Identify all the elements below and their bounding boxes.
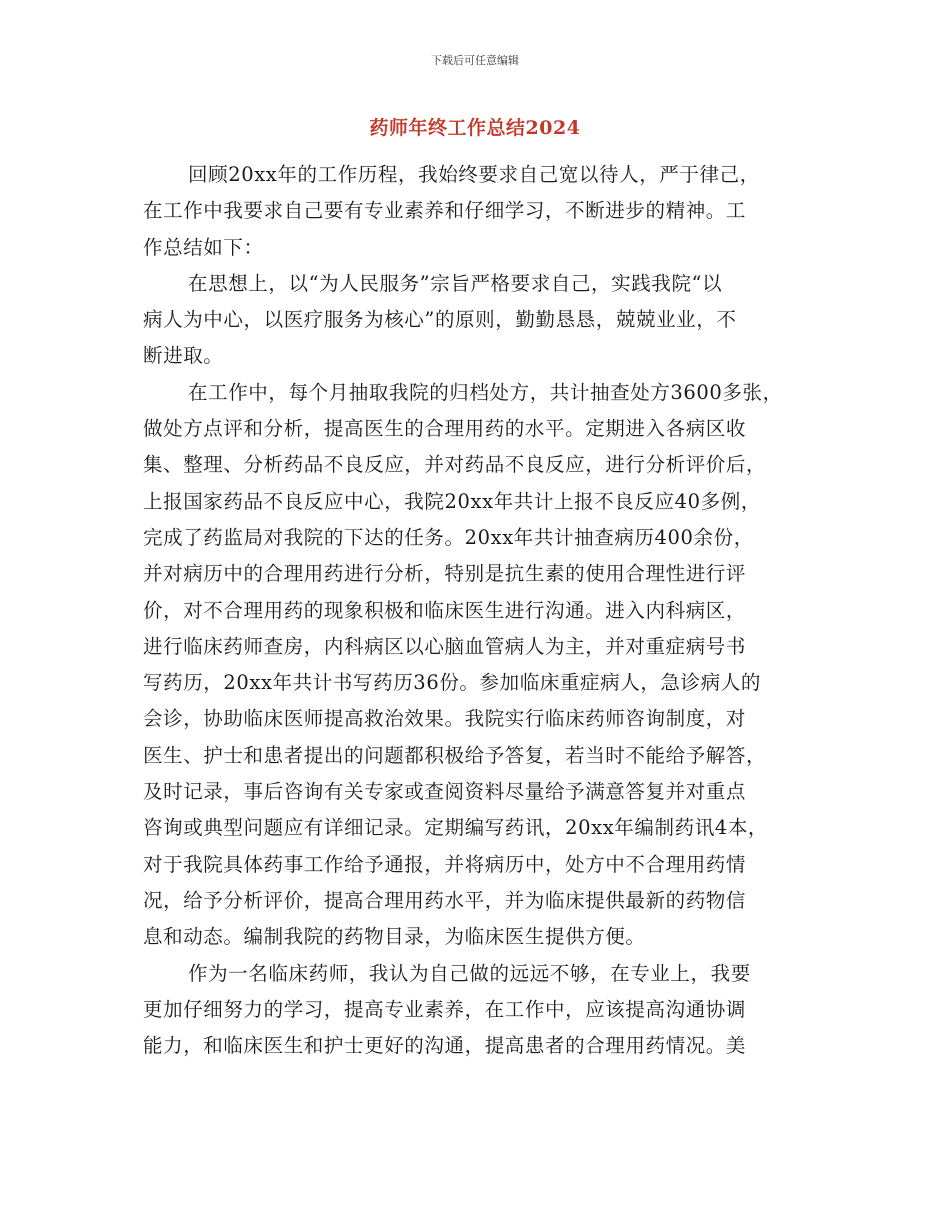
paragraph-line: 做处方点评和分析，提高医生的合理用药的水平。定期进入各病区收 [143, 417, 747, 441]
paragraph-line: 在工作中我要求自己要有专业素养和仔细学习，不断进步的精神。工 [143, 199, 747, 223]
paragraph-line: 作为一名临床药师，我认为自己做的远远不够，在专业上，我要 [188, 961, 751, 985]
paragraph-4 [143, 956, 811, 1065]
paragraph-line: 及时记录，事后咨询有关专家或查阅资料尽量给予满意答复并对重点 [143, 780, 747, 804]
paragraph-line: 况，给予分析评价，提高合理用药水平，并为临床提供最新的药物信 [143, 888, 747, 912]
paragraph-line: 病人为中心，以医疗服务为核心”的原则，勤勤恳恳，兢兢业业，不 [143, 308, 737, 332]
paragraph-line: 更加仔细努力的学习，提高专业素养，在工作中，应该提高沟通协调 [143, 997, 747, 1021]
paragraph-line: 写药历，20xx年共计书写药历36份。参加临床重症病人，急诊病人的 [143, 671, 761, 695]
paragraph-line: 断进取。 [143, 344, 224, 368]
header-note: 下载后可任意编辑 [431, 54, 519, 67]
paragraph-3 [143, 375, 811, 956]
paragraph-1 [143, 157, 811, 266]
paragraph-line: 价，对不合理用药的现象积极和临床医生进行沟通。进入内科病区， [143, 598, 747, 622]
paragraph-line: 在工作中，每个月抽取我院的归档处方，共计抽查处方3600多张， [188, 380, 783, 404]
paragraph-line: 完成了药监局对我院的下达的任务。20xx年共计抽查病历400余份， [143, 525, 754, 549]
paragraph-line: 并对病历中的合理用药进行分析，特别是抗生素的使用合理性进行评 [143, 562, 747, 586]
paragraph-line: 咨询或典型问题应有详细记录。定期编写药讯，20xx年编制药讯4本， [143, 816, 769, 840]
paragraph-line: 集、整理、分析药品不良反应，并对药品不良反应，进行分析评价后， [143, 453, 767, 477]
paragraph-line: 对于我院具体药事工作给予通报，并将病历中，处方中不合理用药情 [143, 852, 747, 876]
paragraph-line: 息和动态。编制我院的药物目录，为临床医生提供方便。 [143, 925, 646, 949]
paragraph-line: 上报国家药品不良反应中心，我院20xx年共计上报不良反应40多例， [143, 489, 761, 513]
paragraph-line: 能力，和临床医生和护士更好的沟通，提高患者的合理用药情况。美 [143, 1034, 747, 1058]
paragraph-2 [143, 266, 811, 375]
paragraph-line: 医生、护士和患者提出的问题都积极给予答复，若当时不能给予解答， [143, 743, 767, 767]
document-body [143, 157, 811, 1064]
paragraph-line: 会诊，协助临床医师提高救治效果。我院实行临床药师咨询制度，对 [143, 707, 747, 731]
paragraph-line: 进行临床药师查房，内科病区以心脑血管病人为主，并对重症病号书 [143, 634, 747, 658]
paragraph-line: 回顾20xx年的工作历程，我始终要求自己宽以待人，严于律己， [188, 163, 760, 186]
paragraph-line: 在思想上，以“为人民服务”宗旨严格要求自己，实践我院“以 [188, 271, 723, 295]
document-title: 药师年终工作总结2024 [369, 117, 581, 139]
paragraph-line: 作总结如下： [143, 235, 264, 259]
